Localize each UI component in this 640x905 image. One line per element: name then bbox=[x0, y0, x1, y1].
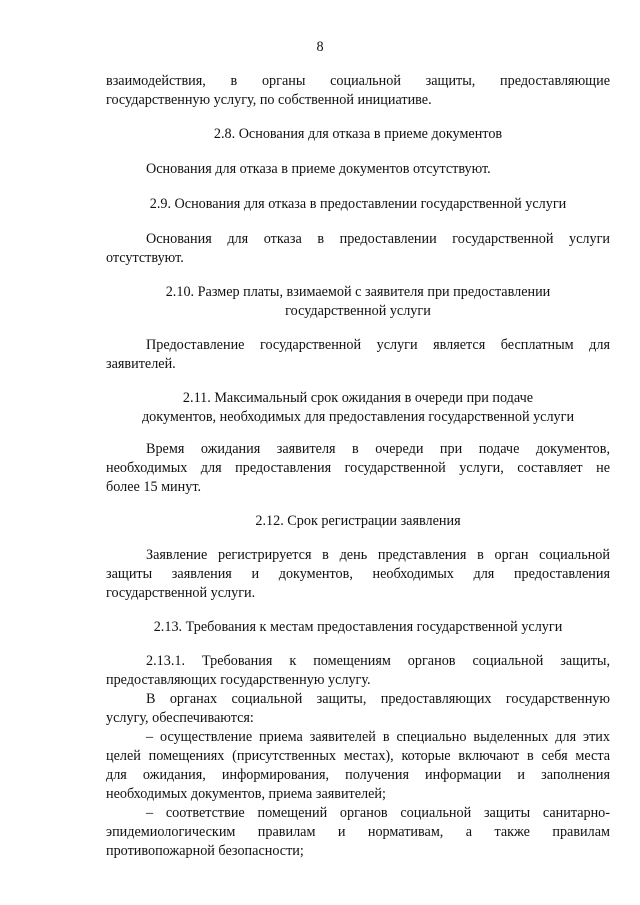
list-item-2-line1 bbox=[106, 804, 610, 823]
list-item-1-line2 bbox=[106, 747, 610, 766]
paragraph-2-9-line2 bbox=[106, 249, 610, 268]
paragraph-2-12-line2 bbox=[106, 565, 610, 584]
text-line: Время ожидания заявителя в очереди при подаче документов, bbox=[146, 441, 610, 457]
text-line: предоставляющих государственную услугу. bbox=[106, 672, 371, 688]
paragraph-2-13-1b-line1 bbox=[106, 690, 610, 709]
paragraph-2-12-line1 bbox=[106, 546, 610, 565]
paragraph-2-8: Основания для отказа в приеме документов отсутствуют. bbox=[146, 161, 491, 177]
heading-line: государственной услуги bbox=[285, 303, 431, 319]
text-line: необходимых для предоставления государственной услуги, составляет не bbox=[106, 460, 610, 476]
text-line: более 15 минут. bbox=[106, 479, 202, 495]
list-item-2-line3 bbox=[106, 842, 610, 861]
list-item-1-line3 bbox=[106, 766, 610, 785]
paragraph-2-11-line1 bbox=[106, 440, 610, 459]
text-line: – осуществление приема заявителей в специально выделенных для этих bbox=[146, 729, 610, 745]
paragraph-2-12-line3 bbox=[106, 584, 610, 603]
text-line: Основания для отказа в предоставлении государственной услуги bbox=[146, 231, 610, 247]
text-line: эпидемиологическим правилам и нормативам, а также правилам bbox=[106, 824, 610, 840]
text-line: заявителей. bbox=[106, 356, 176, 372]
text-line: необходимых документов, приема заявителей; bbox=[106, 786, 386, 802]
list-item-1-line4 bbox=[106, 785, 610, 804]
paragraph-2-13-1-line1 bbox=[106, 652, 610, 671]
heading-line: 2.10. Размер платы, взимаемой с заявителя при предоставлении bbox=[165, 284, 551, 300]
text-line: взаимодействия, в органы социальной защиты, предоставляющие bbox=[106, 73, 610, 89]
text-line: целей помещениях (присутственных местах), которые включают в себя места bbox=[106, 748, 610, 764]
paragraph-continuation bbox=[106, 72, 610, 91]
text-line: – соответствие помещений органов социальной защиты санитарно- bbox=[146, 805, 610, 821]
section-heading-2-11 bbox=[106, 389, 610, 427]
text-line: государственной услуги. bbox=[106, 585, 256, 601]
text-line: В органах социальной защиты, предоставляющих государственную bbox=[146, 691, 610, 707]
paragraph-2-9-line1 bbox=[106, 230, 610, 249]
section-heading-2-10 bbox=[106, 283, 610, 321]
paragraph-2-11-line3 bbox=[106, 478, 610, 497]
text-line: для ожидания, информирования, получения информации и заполнения bbox=[106, 767, 610, 783]
text-line: противопожарной безопасности; bbox=[106, 843, 304, 859]
paragraph-2-11-line2 bbox=[106, 459, 610, 478]
text-line: 2.13.1. Требования к помещениям органов социальной защиты, bbox=[146, 653, 610, 669]
text-line: государственную услугу, по собственной инициативе. bbox=[106, 92, 432, 108]
section-heading-2-8: 2.8. Основания для отказа в приеме документов bbox=[213, 126, 503, 142]
paragraph-continuation-end bbox=[106, 91, 610, 110]
heading-line: 2.11. Максимальный срок ожидания в очереди при подаче bbox=[182, 390, 534, 406]
text-line: отсутствуют. bbox=[106, 250, 184, 266]
paragraph-2-13-1b-line2 bbox=[106, 709, 610, 728]
paragraph-2-10-line1 bbox=[106, 336, 610, 355]
text-line: Заявление регистрируется в день представления в орган социальной bbox=[146, 547, 610, 563]
text-line: услугу, обеспечиваются: bbox=[106, 710, 254, 726]
text-line: Предоставление государственной услуги является бесплатным для bbox=[146, 337, 610, 353]
list-item-2-line2 bbox=[106, 823, 610, 842]
heading-line: документов, необходимых для предоставления государственной услуги bbox=[141, 409, 575, 425]
section-heading-2-9: 2.9. Основания для отказа в предоставлении государственной услуги bbox=[149, 196, 567, 212]
section-heading-2-12: 2.12. Срок регистрации заявления bbox=[255, 513, 461, 529]
list-item-1-line1 bbox=[106, 728, 610, 747]
page-number: 8 bbox=[316, 39, 324, 55]
paragraph-2-10-line2 bbox=[106, 355, 610, 374]
paragraph-2-13-1-line2 bbox=[106, 671, 610, 690]
text-line: защиты заявления и документов, необходимых для предоставления bbox=[106, 566, 610, 582]
section-heading-2-13: 2.13. Требования к местам предоставления государственной услуги bbox=[153, 619, 563, 635]
